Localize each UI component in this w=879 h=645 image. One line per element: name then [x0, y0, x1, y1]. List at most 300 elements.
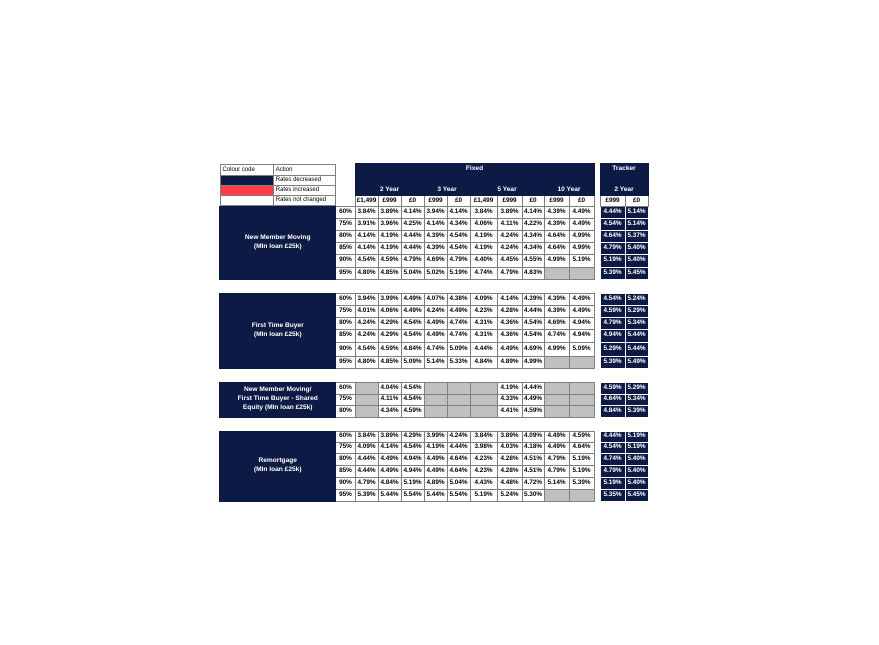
- fixed-rate-cell: 3.96%: [378, 218, 401, 230]
- ltv-label: 85%: [336, 242, 355, 254]
- fixed-rate-cell: 4.14%: [424, 218, 447, 230]
- fixed-rate-cell: 4.49%: [544, 431, 569, 442]
- fee-header: £0: [569, 196, 594, 206]
- ltv-label: 60%: [336, 293, 355, 305]
- tracker-rate-cell: 5.37%: [625, 230, 648, 242]
- fixed-rate-cell: 4.23%: [470, 305, 497, 317]
- fixed-rate-cell: 4.39%: [424, 230, 447, 242]
- fixed-header: Fixed: [355, 164, 594, 175]
- tracker-rate-cell: 4.44%: [600, 206, 625, 218]
- section-spacer: [220, 417, 649, 431]
- fixed-rate-cell: 4.54%: [447, 242, 470, 254]
- section-spacer: [220, 279, 649, 293]
- empty-rate-cell: [447, 382, 470, 394]
- tracker-rate-cell: 4.79%: [600, 317, 625, 329]
- ltv-label: 85%: [336, 465, 355, 477]
- legend-swatch-1: [220, 175, 273, 185]
- fixed-rate-cell: 4.55%: [522, 254, 544, 267]
- fee-header: £0: [447, 196, 470, 206]
- tracker-rate-cell: 5.24%: [625, 293, 648, 305]
- empty-rate-cell: [544, 489, 569, 501]
- fixed-rate-cell: 4.49%: [401, 293, 424, 305]
- fixed-rate-cell: 4.48%: [497, 477, 522, 489]
- empty-rate-cell: [447, 394, 470, 405]
- tracker-fee-header: £0: [625, 196, 648, 206]
- fee-header: £1,499: [470, 196, 497, 206]
- fixed-rate-cell: 5.02%: [424, 267, 447, 279]
- tracker-rate-cell: 4.44%: [600, 431, 625, 442]
- fixed-rate-cell: 4.34%: [522, 230, 544, 242]
- rates-sheet: [219, 163, 649, 502]
- empty-rate-cell: [424, 394, 447, 405]
- ltv-label: 60%: [336, 206, 355, 218]
- fixed-rate-cell: 4.14%: [401, 206, 424, 218]
- fixed-rate-cell: 5.04%: [447, 477, 470, 489]
- tracker-rate-cell: 5.19%: [600, 254, 625, 267]
- empty-rate-cell: [544, 356, 569, 368]
- fixed-rate-cell: 4.40%: [470, 254, 497, 267]
- fixed-rate-cell: 4.99%: [544, 342, 569, 356]
- fixed-rate-cell: 4.44%: [447, 442, 470, 453]
- fixed-rate-cell: 4.44%: [401, 230, 424, 242]
- empty-rate-cell: [569, 489, 594, 501]
- legend-swatch-3: [220, 195, 273, 205]
- tracker-rate-cell: 5.40%: [625, 242, 648, 254]
- fixed-rate-cell: 4.80%: [355, 356, 378, 368]
- tracker-rate-cell: 5.14%: [625, 206, 648, 218]
- tracker-rate-cell: 5.29%: [625, 382, 648, 394]
- tracker-rate-cell: 5.40%: [625, 254, 648, 267]
- tracker-rate-cell: 5.29%: [625, 305, 648, 317]
- legend-swatch-2: [220, 185, 273, 195]
- legend-action: Action: [273, 164, 335, 175]
- tracker-rate-cell: 5.45%: [625, 267, 648, 279]
- ltv-label: 80%: [336, 405, 355, 417]
- fixed-rate-cell: 4.43%: [470, 477, 497, 489]
- fixed-rate-cell: 4.64%: [569, 442, 594, 453]
- fixed-rate-cell: 4.14%: [447, 206, 470, 218]
- tracker-rate-cell: 5.40%: [625, 465, 648, 477]
- empty-rate-cell: [470, 382, 497, 394]
- tracker-rate-cell: 4.79%: [600, 242, 625, 254]
- fixed-rate-cell: 5.44%: [378, 489, 401, 501]
- term-header-3: 5 Year: [470, 185, 544, 195]
- ltv-label: 90%: [336, 477, 355, 489]
- tracker-rate-cell: 5.44%: [625, 329, 648, 342]
- term-header-2: 3 Year: [424, 185, 470, 195]
- fixed-rate-cell: 5.54%: [447, 489, 470, 501]
- ltv-label: 75%: [336, 305, 355, 317]
- fixed-rate-cell: 4.54%: [355, 254, 378, 267]
- empty-rate-cell: [544, 405, 569, 417]
- fixed-rate-cell: 4.74%: [544, 329, 569, 342]
- fixed-rate-cell: 4.44%: [522, 382, 544, 394]
- table-row: [220, 431, 649, 442]
- fixed-rate-cell: 4.49%: [378, 453, 401, 465]
- fee-header: £999: [544, 196, 569, 206]
- fixed-rate-cell: 4.31%: [470, 317, 497, 329]
- tracker-rate-cell: 5.14%: [625, 218, 648, 230]
- tracker-rate-cell: 5.49%: [625, 356, 648, 368]
- fixed-rate-cell: 4.64%: [447, 453, 470, 465]
- empty-rate-cell: [569, 382, 594, 394]
- fixed-rate-cell: 4.09%: [470, 293, 497, 305]
- ltv-label: 75%: [336, 394, 355, 405]
- fixed-rate-cell: 4.94%: [401, 453, 424, 465]
- fixed-rate-cell: 4.19%: [378, 230, 401, 242]
- tracker-rate-cell: 5.19%: [625, 431, 648, 442]
- ltv-label: 75%: [336, 218, 355, 230]
- tracker-rate-cell: 5.35%: [600, 489, 625, 501]
- tracker-rate-cell: 5.39%: [600, 356, 625, 368]
- ltv-label: 95%: [336, 489, 355, 501]
- tracker-rate-cell: 5.39%: [625, 405, 648, 417]
- fixed-rate-cell: 4.41%: [497, 405, 522, 417]
- fixed-rate-cell: 4.14%: [378, 442, 401, 453]
- fixed-rate-cell: 4.59%: [569, 431, 594, 442]
- fixed-rate-cell: 4.24%: [355, 329, 378, 342]
- legend-unchanged-label: Rates not changed: [273, 195, 335, 205]
- fixed-rate-cell: 4.19%: [470, 230, 497, 242]
- fixed-rate-cell: 4.03%: [497, 442, 522, 453]
- fixed-rate-cell: 4.39%: [522, 293, 544, 305]
- fixed-rate-cell: 4.54%: [401, 394, 424, 405]
- fixed-rate-cell: 4.54%: [401, 382, 424, 394]
- fixed-rate-cell: 5.14%: [424, 356, 447, 368]
- fixed-rate-cell: 4.24%: [355, 317, 378, 329]
- tracker-rate-cell: 5.45%: [625, 489, 648, 501]
- fixed-rate-cell: 4.54%: [447, 230, 470, 242]
- fixed-rate-cell: 5.44%: [424, 489, 447, 501]
- fixed-rate-cell: 4.29%: [401, 431, 424, 442]
- segment-label-text: New Member Moving/ First Time Buyer - Shared Equity (Mln loan £25k): [237, 386, 318, 411]
- fixed-rate-cell: 4.64%: [544, 230, 569, 242]
- fixed-rate-cell: 4.09%: [355, 442, 378, 453]
- tracker-rate-cell: 5.34%: [625, 317, 648, 329]
- fixed-rate-cell: 4.51%: [522, 465, 544, 477]
- fixed-rate-cell: 4.18%: [522, 442, 544, 453]
- fixed-rate-cell: 4.74%: [447, 317, 470, 329]
- fixed-rate-cell: 4.79%: [544, 465, 569, 477]
- fixed-rate-cell: 4.51%: [522, 453, 544, 465]
- fixed-rate-cell: 4.74%: [447, 329, 470, 342]
- fixed-rate-cell: 3.91%: [355, 218, 378, 230]
- colour-legend: [220, 164, 336, 206]
- tracker-rate-cell: 4.59%: [600, 382, 625, 394]
- tracker-rate-cell: 5.39%: [600, 267, 625, 279]
- fixed-rate-cell: 4.59%: [378, 254, 401, 267]
- fixed-rate-cell: 4.69%: [522, 342, 544, 356]
- fixed-rate-cell: 4.07%: [424, 293, 447, 305]
- fixed-rate-cell: 4.54%: [401, 442, 424, 453]
- fixed-rate-cell: 3.89%: [378, 206, 401, 218]
- tracker-term-header: 2 Year: [600, 185, 648, 195]
- empty-rate-cell: [355, 382, 378, 394]
- fixed-rate-cell: 4.49%: [569, 218, 594, 230]
- fixed-rate-cell: 4.28%: [497, 453, 522, 465]
- fixed-rate-cell: 5.09%: [401, 356, 424, 368]
- fixed-rate-cell: 4.24%: [424, 305, 447, 317]
- fixed-rate-cell: 3.89%: [497, 206, 522, 218]
- fixed-rate-cell: 4.99%: [522, 356, 544, 368]
- fixed-rate-cell: 4.79%: [447, 254, 470, 267]
- fixed-rate-cell: 4.39%: [424, 242, 447, 254]
- ltv-label: 80%: [336, 317, 355, 329]
- fixed-rate-cell: 4.44%: [355, 465, 378, 477]
- fixed-rate-cell: 4.49%: [424, 453, 447, 465]
- tracker-header: Tracker: [600, 164, 648, 175]
- tracker-rate-cell: 5.29%: [600, 342, 625, 356]
- fixed-rate-cell: 4.29%: [378, 317, 401, 329]
- fixed-rate-cell: 5.19%: [470, 489, 497, 501]
- empty-rate-cell: [544, 382, 569, 394]
- fixed-rate-cell: 4.44%: [522, 305, 544, 317]
- fixed-rate-cell: 4.39%: [544, 293, 569, 305]
- fixed-rate-cell: 4.84%: [470, 356, 497, 368]
- fixed-rate-cell: 4.04%: [378, 382, 401, 394]
- fixed-rate-cell: 4.49%: [544, 442, 569, 453]
- fixed-rate-cell: 3.84%: [355, 431, 378, 442]
- tracker-rate-cell: 4.64%: [600, 230, 625, 242]
- fee-header: £999: [497, 196, 522, 206]
- fixed-rate-cell: 4.25%: [401, 218, 424, 230]
- fixed-rate-cell: 4.99%: [544, 254, 569, 267]
- fixed-rate-cell: 4.49%: [424, 329, 447, 342]
- fixed-rate-cell: 4.39%: [544, 305, 569, 317]
- legend-increased-label: Rates increased: [273, 185, 335, 195]
- fixed-rate-cell: 4.14%: [497, 293, 522, 305]
- fixed-rate-cell: 4.38%: [447, 293, 470, 305]
- fixed-rate-cell: 4.94%: [569, 317, 594, 329]
- section-spacer: [220, 368, 649, 382]
- fixed-rate-cell: 4.24%: [497, 230, 522, 242]
- fixed-rate-cell: 3.84%: [470, 431, 497, 442]
- fixed-rate-cell: 4.84%: [401, 342, 424, 356]
- fixed-rate-cell: 4.06%: [470, 218, 497, 230]
- fixed-rate-cell: 4.28%: [497, 465, 522, 477]
- fixed-rate-cell: 4.49%: [401, 305, 424, 317]
- fixed-rate-cell: 5.19%: [401, 477, 424, 489]
- fixed-rate-cell: 4.36%: [497, 329, 522, 342]
- fixed-rate-cell: 4.09%: [522, 431, 544, 442]
- fixed-rate-cell: 5.19%: [569, 254, 594, 267]
- fixed-rate-cell: 5.09%: [569, 342, 594, 356]
- ltv-label: 60%: [336, 431, 355, 442]
- fixed-rate-cell: 3.99%: [378, 293, 401, 305]
- empty-rate-cell: [424, 405, 447, 417]
- fixed-rate-cell: 4.79%: [355, 477, 378, 489]
- term-header-1: 2 Year: [355, 185, 424, 195]
- fixed-rate-cell: 4.54%: [401, 317, 424, 329]
- segment-label: [220, 431, 336, 501]
- tracker-rate-cell: 5.44%: [625, 342, 648, 356]
- fixed-rate-cell: 4.44%: [401, 242, 424, 254]
- segment-label-text: First Time Buyer (Mln loan £25k): [251, 321, 304, 338]
- fixed-rate-cell: 4.49%: [378, 465, 401, 477]
- tracker-rate-cell: 5.40%: [625, 453, 648, 465]
- fixed-rate-cell: 4.22%: [522, 218, 544, 230]
- fixed-rate-cell: 4.49%: [569, 206, 594, 218]
- fee-header: £0: [401, 196, 424, 206]
- fixed-rate-cell: 4.28%: [497, 305, 522, 317]
- fixed-rate-cell: 4.69%: [424, 254, 447, 267]
- empty-rate-cell: [569, 267, 594, 279]
- ltv-label: 75%: [336, 442, 355, 453]
- tracker-fee-header: £999: [600, 196, 625, 206]
- fixed-rate-cell: 5.19%: [569, 453, 594, 465]
- ltv-label: 80%: [336, 453, 355, 465]
- segment-label-text: New Member Moving (Mln loan £25k): [244, 233, 311, 250]
- empty-rate-cell: [470, 394, 497, 405]
- fixed-rate-cell: 3.84%: [470, 206, 497, 218]
- legend-block: [220, 164, 356, 207]
- fixed-rate-cell: 4.69%: [544, 317, 569, 329]
- fixed-rate-cell: 5.24%: [497, 489, 522, 501]
- tracker-rate-cell: 4.54%: [600, 218, 625, 230]
- ltv-label: 95%: [336, 267, 355, 279]
- fee-header: £0: [522, 196, 544, 206]
- fixed-rate-cell: 4.31%: [470, 329, 497, 342]
- fixed-rate-cell: 5.30%: [522, 489, 544, 501]
- fixed-rate-cell: 4.49%: [522, 394, 544, 405]
- tracker-rate-cell: 4.94%: [600, 329, 625, 342]
- fixed-rate-cell: 4.34%: [522, 242, 544, 254]
- fixed-rate-cell: 4.54%: [522, 329, 544, 342]
- fixed-rate-cell: 4.79%: [544, 453, 569, 465]
- fee-header: £999: [378, 196, 401, 206]
- tracker-rate-cell: 4.79%: [600, 465, 625, 477]
- fixed-rate-cell: 3.89%: [497, 431, 522, 442]
- legend-decreased-label: Rates decreased: [273, 175, 335, 185]
- fixed-rate-cell: 4.59%: [378, 342, 401, 356]
- fixed-rate-cell: 4.34%: [378, 405, 401, 417]
- empty-rate-cell: [544, 394, 569, 405]
- fixed-rate-cell: 4.72%: [522, 477, 544, 489]
- fixed-rate-cell: 4.49%: [569, 293, 594, 305]
- fixed-rate-cell: 4.89%: [424, 477, 447, 489]
- table-row: [220, 293, 649, 305]
- fixed-rate-cell: 4.79%: [497, 267, 522, 279]
- tracker-rate-cell: 4.64%: [600, 394, 625, 405]
- fixed-rate-cell: 4.74%: [470, 267, 497, 279]
- ltv-label: 90%: [336, 254, 355, 267]
- fixed-rate-cell: 4.94%: [569, 329, 594, 342]
- tracker-rate-cell: 4.59%: [600, 305, 625, 317]
- fixed-rate-cell: 4.54%: [401, 329, 424, 342]
- empty-rate-cell: [355, 394, 378, 405]
- table-row: [220, 382, 649, 394]
- fixed-rate-cell: 4.54%: [522, 317, 544, 329]
- tracker-rate-cell: 5.34%: [625, 394, 648, 405]
- term-header-4: 10 Year: [544, 185, 594, 195]
- fixed-rate-cell: 4.39%: [544, 206, 569, 218]
- fixed-rate-cell: 5.04%: [401, 267, 424, 279]
- fixed-rate-cell: 4.64%: [544, 242, 569, 254]
- fixed-rate-cell: 4.23%: [470, 453, 497, 465]
- fixed-rate-cell: 4.79%: [401, 254, 424, 267]
- fixed-rate-cell: 4.44%: [470, 342, 497, 356]
- empty-rate-cell: [544, 267, 569, 279]
- fixed-rate-cell: 4.49%: [497, 342, 522, 356]
- ltv-label: 85%: [336, 329, 355, 342]
- fixed-rate-cell: 3.98%: [470, 442, 497, 453]
- fixed-rate-cell: 4.84%: [378, 477, 401, 489]
- tracker-rate-cell: 4.54%: [600, 293, 625, 305]
- fixed-rate-cell: 4.80%: [355, 267, 378, 279]
- fixed-rate-cell: 5.19%: [447, 267, 470, 279]
- fee-header: £999: [424, 196, 447, 206]
- fixed-rate-cell: 4.85%: [378, 267, 401, 279]
- tracker-header-fill: [600, 175, 648, 185]
- fixed-rate-cell: 4.36%: [497, 317, 522, 329]
- ltv-label: 90%: [336, 342, 355, 356]
- fixed-rate-cell: 3.99%: [424, 431, 447, 442]
- fixed-rate-cell: 4.49%: [424, 317, 447, 329]
- fixed-rate-cell: 4.39%: [544, 218, 569, 230]
- fixed-rate-cell: 5.09%: [447, 342, 470, 356]
- fixed-rate-cell: 5.54%: [401, 489, 424, 501]
- fixed-rate-cell: 4.24%: [447, 431, 470, 442]
- fixed-rate-cell: 4.59%: [522, 405, 544, 417]
- fixed-rate-cell: 4.89%: [497, 356, 522, 368]
- ltv-label: 60%: [336, 382, 355, 394]
- fixed-rate-cell: 4.19%: [378, 242, 401, 254]
- fixed-rate-cell: 4.14%: [355, 230, 378, 242]
- fee-header: £1,499: [355, 196, 378, 206]
- tracker-rate-cell: 5.40%: [625, 477, 648, 489]
- fixed-rate-cell: 4.29%: [378, 329, 401, 342]
- fixed-rate-cell: 4.59%: [401, 405, 424, 417]
- empty-rate-cell: [355, 405, 378, 417]
- fixed-rate-cell: 3.94%: [424, 206, 447, 218]
- fixed-rate-cell: 4.85%: [378, 356, 401, 368]
- fixed-rate-cell: 4.45%: [497, 254, 522, 267]
- empty-rate-cell: [447, 405, 470, 417]
- fixed-rate-cell: 4.23%: [470, 465, 497, 477]
- fixed-rate-cell: 4.06%: [378, 305, 401, 317]
- fixed-rate-cell: 4.19%: [497, 382, 522, 394]
- empty-rate-cell: [569, 356, 594, 368]
- fixed-rate-cell: 4.99%: [569, 230, 594, 242]
- tracker-rate-cell: 4.54%: [600, 442, 625, 453]
- segment-label: [220, 206, 336, 279]
- empty-rate-cell: [569, 394, 594, 405]
- tracker-rate-cell: 5.19%: [625, 442, 648, 453]
- fixed-rate-cell: 4.24%: [497, 242, 522, 254]
- segment-label-text: Remortgage (Mln loan £25k): [253, 457, 302, 473]
- fixed-rate-cell: 4.99%: [569, 242, 594, 254]
- fixed-rate-cell: 4.11%: [497, 218, 522, 230]
- fixed-rate-cell: 4.49%: [424, 465, 447, 477]
- fixed-rate-cell: 4.33%: [497, 394, 522, 405]
- table-row: [220, 206, 649, 218]
- fixed-rate-cell: 4.64%: [447, 465, 470, 477]
- fixed-rate-cell: 4.34%: [447, 218, 470, 230]
- fixed-rate-cell: 4.11%: [378, 394, 401, 405]
- fixed-rate-cell: 5.33%: [447, 356, 470, 368]
- fixed-rate-cell: 5.19%: [569, 465, 594, 477]
- empty-rate-cell: [569, 405, 594, 417]
- fixed-rate-cell: 4.49%: [569, 305, 594, 317]
- tracker-rate-cell: 4.74%: [600, 453, 625, 465]
- ltv-label: 95%: [336, 356, 355, 368]
- empty-rate-cell: [424, 382, 447, 394]
- fixed-rate-cell: 4.19%: [424, 442, 447, 453]
- fixed-rate-cell: 3.94%: [355, 293, 378, 305]
- fixed-rate-cell: 4.01%: [355, 305, 378, 317]
- segment-label: [220, 382, 336, 417]
- fixed-rate-cell: 4.14%: [522, 206, 544, 218]
